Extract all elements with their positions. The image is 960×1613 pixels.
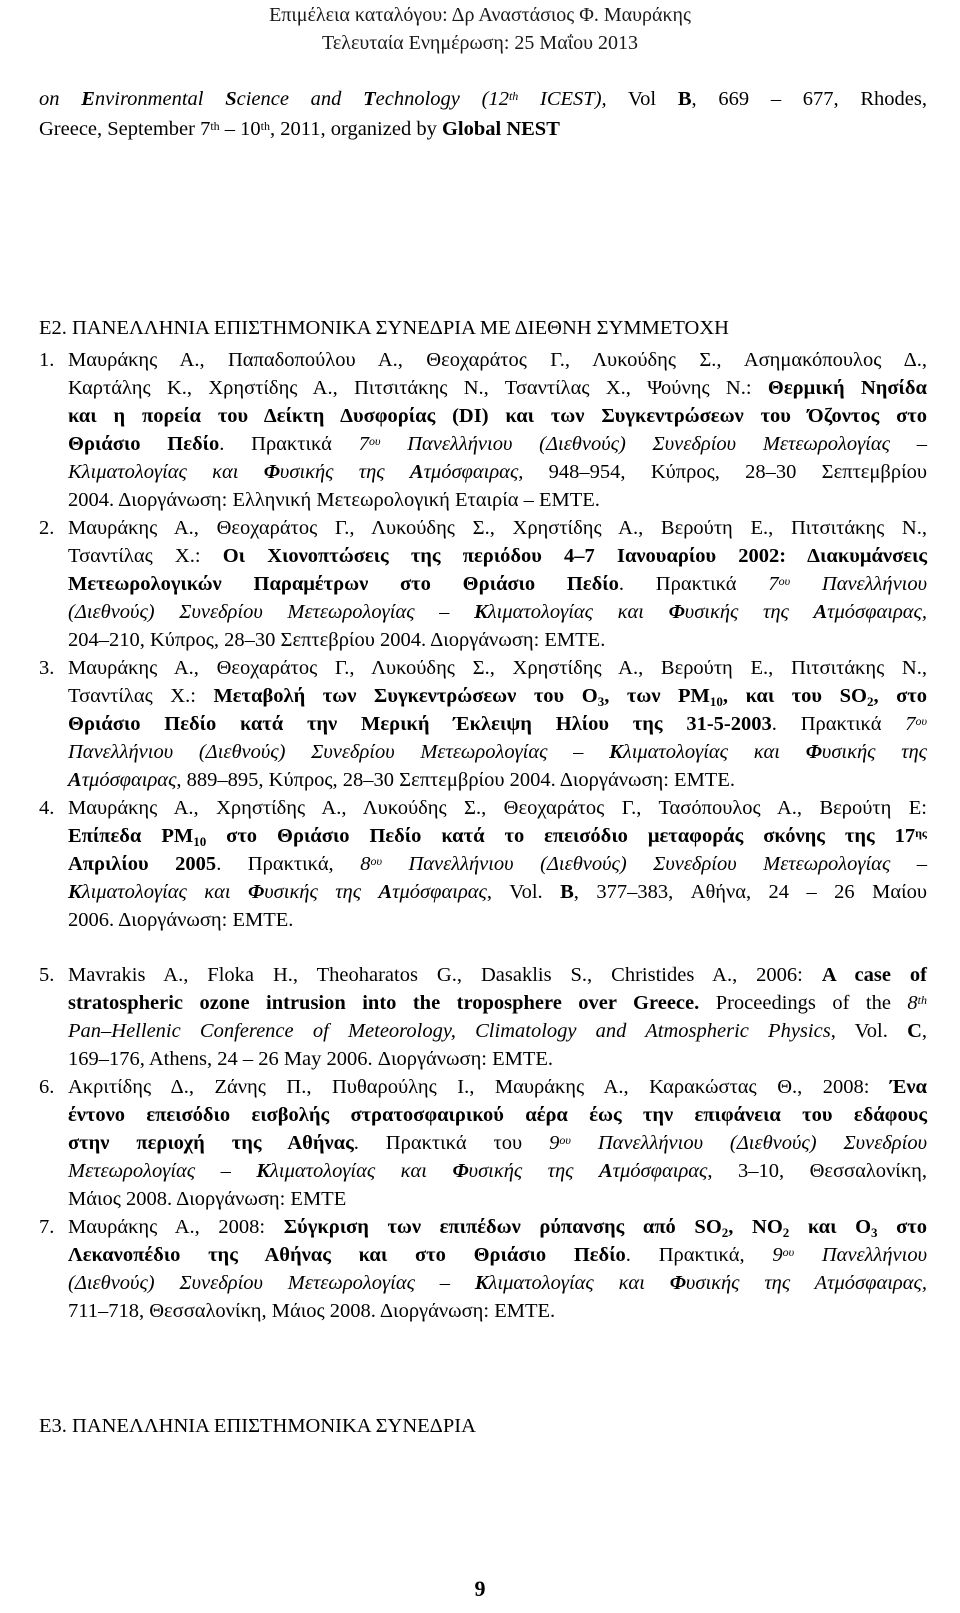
header-updated-line: Τελευταία Ενημέρωση: 25 Μαΐου 2013 — [322, 32, 638, 54]
entry-line: Ακριτίδης Δ., Ζάνης Π., Πυθαρούλης Ι., Μαυράκης Α., Καρακώστας Θ., 2008: Ένα — [68, 1076, 927, 1098]
entry-line: Μαυράκης Α., Παπαδοπούλου Α., Θεοχαράτος Γ., Λυκούδης Σ., Ασημακόπουλος Δ., — [68, 349, 927, 371]
entry-number: 2. — [39, 517, 55, 539]
entry-line: Επίπεδα $PM_{10}$ στο Θριάσιο Πεδίο κατά το επεισόδιο μεταφοράς σκόνης της $17^{\eta\varsigma}$ — [68, 825, 927, 849]
entry-number: 3. — [39, 657, 55, 679]
entry-line: και η πορεία του Δείκτη Δυσφορίας (DI) και των Συγκεντρώσεων του Όζοντος στο — [68, 405, 927, 427]
entry-line: 711–718, Θεσσαλονίκη, Μάιος 2008. Διοργάνωση: ΕΜΤΕ. — [68, 1300, 556, 1322]
entry-line: Κλιματολογίας και Φυσικής της Ατμόσφαιρας, Vol. B, 377–383, Αθήνα, 24 – 26 Μαίου — [68, 881, 927, 903]
entry-number: 6. — [39, 1076, 55, 1098]
section-heading-e2: Ε2. ΠΑΝΕΛΛΗΝΙΑ ΕΠΙΣΤΗΜΟΝΙΚΑ ΣΥΝΕΔΡΙΑ ΜΕ ΔΙΕΘΝΗ ΣΥΜΜΕΤΟΧΗ — [39, 317, 729, 339]
entry-line: Μαυράκης Α., 2008: Σύγκριση των επιπέδων ρύπανσης από $SO_2$, $NO_2$ και $O_3$ στο — [68, 1216, 928, 1240]
entry-line: Μάιος 2008. Διοργάνωση: ΕΜΤΕ — [68, 1188, 347, 1210]
section-heading-e3: Ε3. ΠΑΝΕΛΛΗΝΙΑ ΕΠΙΣΤΗΜΟΝΙΚΑ ΣΥΝΕΔΡΙΑ — [39, 1415, 476, 1437]
entry-line: Καρτάλης Κ., Χρηστίδης Α., Πιτσιτάκης Ν., Τσαντίλας Χ., Ψούνης Ν.: Θερμική Νησίδα — [68, 377, 927, 399]
entry-line: 2004. Διοργάνωση: Ελληνική Μετεωρολογική Εταιρία – ΕΜΤΕ. — [68, 489, 600, 511]
entry-line: 169–176, Athens, 24 – 26 May 2006. Διοργάνωση: ΕΜΤΕ. — [68, 1048, 554, 1070]
entry-line: έντονο επεισόδιο εισβολής στρατοσφαιρικού αέρα έως την επιφάνεια του εδάφους — [68, 1104, 927, 1126]
entry-line: (Διεθνούς) Συνεδρίου Μετεωρολογίας – Κλιματολογίας και Φυσικής της Ατμόσφαιρας, — [68, 601, 927, 623]
entry-line: 2006. Διοργάνωση: ΕΜΤΕ. — [68, 909, 294, 931]
entry-line: Απριλίου 2005. Πρακτικά, $8^{o\upsilon}$ Πανελλήνιου (Διεθνούς) Συνεδρίου Μετεωρολογίας – — [68, 853, 928, 875]
entry-number: 4. — [39, 797, 55, 819]
entry-line: stratospheric ozone intrusion into the troposphere over Greece. Proceedings of the 8th — [68, 992, 927, 1014]
entry-number: 7. — [39, 1216, 55, 1238]
entry-line: Λεκανοπέδιο της Αθήνας και στο Θριάσιο Πεδίο. Πρακτικά, $9^{o\upsilon}$ Πανελλήνιου — [68, 1244, 927, 1266]
entry-line: Μαυράκης Α., Χρηστίδης Α., Λυκούδης Σ., Θεοχαράτος Γ., Τασόπουλος Α., Βερούτη Ε: — [68, 797, 927, 819]
entry-line: Μετεωρολογίας – Κλιματολογίας και Φυσικής της Ατμόσφαιρας, 3–10, Θεσσαλονίκη, — [68, 1160, 927, 1182]
entry-line: Θριάσιο Πεδίο. Πρακτικά $7^{o\upsilon}$ Πανελλήνιου (Διεθνούς) Συνεδρίου Μετεωρολογίας – — [68, 433, 928, 455]
entry-line: στην περιοχή της Αθήνας. Πρακτικά του $9^{o\upsilon}$ Πανελλήνιου (Διεθνούς) Συνεδρίου — [68, 1132, 927, 1154]
entry-line: Θριάσιο Πεδίο κατά την Μερική Έκλειψη Ηλίου της 31-5-2003. Πρακτικά $7^{o\upsilon}$ — [68, 713, 928, 735]
top-paragraph-line-1: on Environmental Science and Technology (12th ICEST), Vol B, 669 – 677, Rhodes, — [39, 88, 928, 110]
entry-line: Τσαντίλας Χ.: Οι Χιονοπτώσεις της περιόδου 4–7 Ιανουαρίου 2002: Διακυμάνσεις — [68, 545, 927, 567]
entry-line: Ατμόσφαιρας, 889–895, Κύπρος, 28–30 Σεπτεμβρίου 2004. Διοργάνωση: ΕΜΤΕ. — [68, 769, 735, 791]
entry-line: Mavrakis A., Floka H., Theoharatos G., Dasaklis S., Christides A., 2006: A case of — [68, 964, 927, 986]
entry-line: Μαυράκης Α., Θεοχαράτος Γ., Λυκούδης Σ., Χρηστίδης Α., Βερούτη Ε., Πιτσιτάκης Ν., — [68, 517, 927, 539]
entry-line: Μαυράκης Α., Θεοχαράτος Γ., Λυκούδης Σ., Χρηστίδης Α., Βερούτη Ε., Πιτσιτάκης Ν., — [68, 657, 927, 679]
entry-number: 5. — [39, 964, 55, 986]
top-paragraph-line-2: Greece, September 7th – 10th, 2011, organized by Global NEST — [39, 118, 560, 140]
entry-line: Τσαντίλας Χ.: Μεταβολή των Συγκεντρώσεων του $O_3$, των $PM_{10}$, και του $SO_2$, στο — [68, 685, 927, 709]
page-number: 9 — [474, 1576, 486, 1601]
entry-line: 204–210, Κύπρος, 28–30 Σεπτεβρίου 2004. Διοργάνωση: ΕΜΤΕ. — [68, 629, 606, 651]
entry-line: (Διεθνούς) Συνεδρίου Μετεωρολογίας – Κλιματολογίας και Φυσικής της Ατμόσφαιρας, — [68, 1272, 927, 1294]
entry-line: Πανελλήνιου (Διεθνούς) Συνεδρίου Μετεωρολογίας – Κλιματολογίας και Φυσικής της — [68, 741, 927, 763]
entry-line: Κλιματολογίας και Φυσικής της Ατμόσφαιρας, 948–954, Κύπρος, 28–30 Σεπτεμβρίου — [68, 461, 927, 483]
entry-number: 1. — [39, 349, 55, 371]
header-editor-line: Επιμέλεια καταλόγου: Δρ Αναστάσιος Φ. Μαυράκης — [269, 4, 691, 26]
entry-line: Μετεωρολογικών Παραμέτρων στο Θριάσιο Πεδίο. Πρακτικά $7^{o\upsilon}$ Πανελλήνιου — [68, 573, 928, 595]
entry-line: Pan–Hellenic Conference of Meteorology, Climatology and Atmospheric Physics, Vol. C, — [68, 1020, 927, 1042]
